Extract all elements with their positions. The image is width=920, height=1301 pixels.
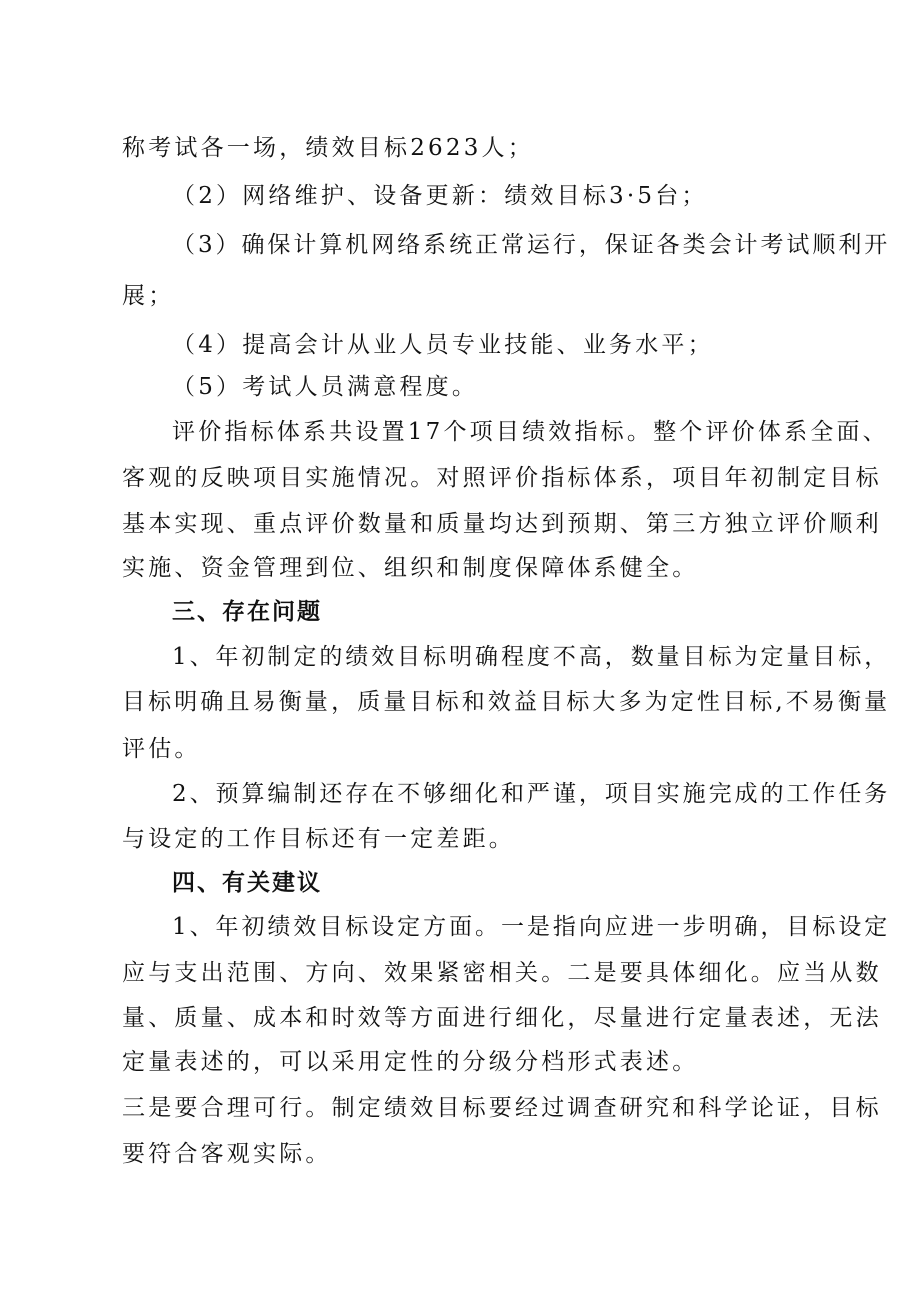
section-heading-suggestions: 四、有关建议 [172,870,322,896]
paragraph-line: 评估。 [122,736,201,762]
paragraph-line: 2、预算编制还存在不够细化和严谨，项目实施完成的工作任务 [172,781,891,807]
paragraph-line: 应与支出范围、方向、效果紧密相关。二是要具体细化。应当从数 [122,960,882,986]
paragraph-line: 三是要合理可行。制定绩效目标要经过调查研究和科学论证，目标 [122,1095,882,1121]
paragraph-line: 定量表述的，可以采用定性的分级分档形式表述。 [122,1049,699,1075]
paragraph-line: 评价指标体系共设置17个项目绩效指标。整个评价体系全面、 [172,419,889,445]
list-item-4: （4）提高会计从业人员专业技能、业务水平； [172,332,714,358]
text-line: 称考试各一场，绩效目标2623人； [122,135,534,161]
paragraph-line: 1、年初绩效目标设定方面。一是指向应进一步明确，目标设定 [172,914,891,940]
paragraph-line: 与设定的工作目标还有一定差距。 [122,826,515,852]
text-line: 展； [122,283,175,309]
paragraph-line: 客观的反映项目实施情况。对照评价指标体系，项目年初制定目标 [122,465,882,491]
paragraph-line: 要符合客观实际。 [122,1141,332,1167]
paragraph-line: 1、年初制定的绩效目标明确程度不高，数量目标为定量目标， [172,644,891,670]
list-item-2: （2）网络维护、设备更新：绩效目标3·5台； [172,183,708,209]
paragraph-line: 量、质量、成本和时效等方面进行细化，尽量进行定量表述，无法 [122,1005,882,1031]
list-item-5: （5）考试人员满意程度。 [172,374,479,400]
section-heading-problems: 三、存在问题 [172,599,322,625]
paragraph-line: 基本实现、重点评价数量和质量均达到预期、第三方独立评价顺利 [122,511,882,537]
paragraph-line: 目标明确且易衡量，质量目标和效益目标大多为定性目标,不易衡量 [122,689,891,715]
list-item-3: （3）确保计算机网络系统正常运行，保证各类会计考试顺利开 [172,232,891,258]
paragraph-line: 实施、资金管理到位、组织和制度保障体系健全。 [122,555,699,581]
